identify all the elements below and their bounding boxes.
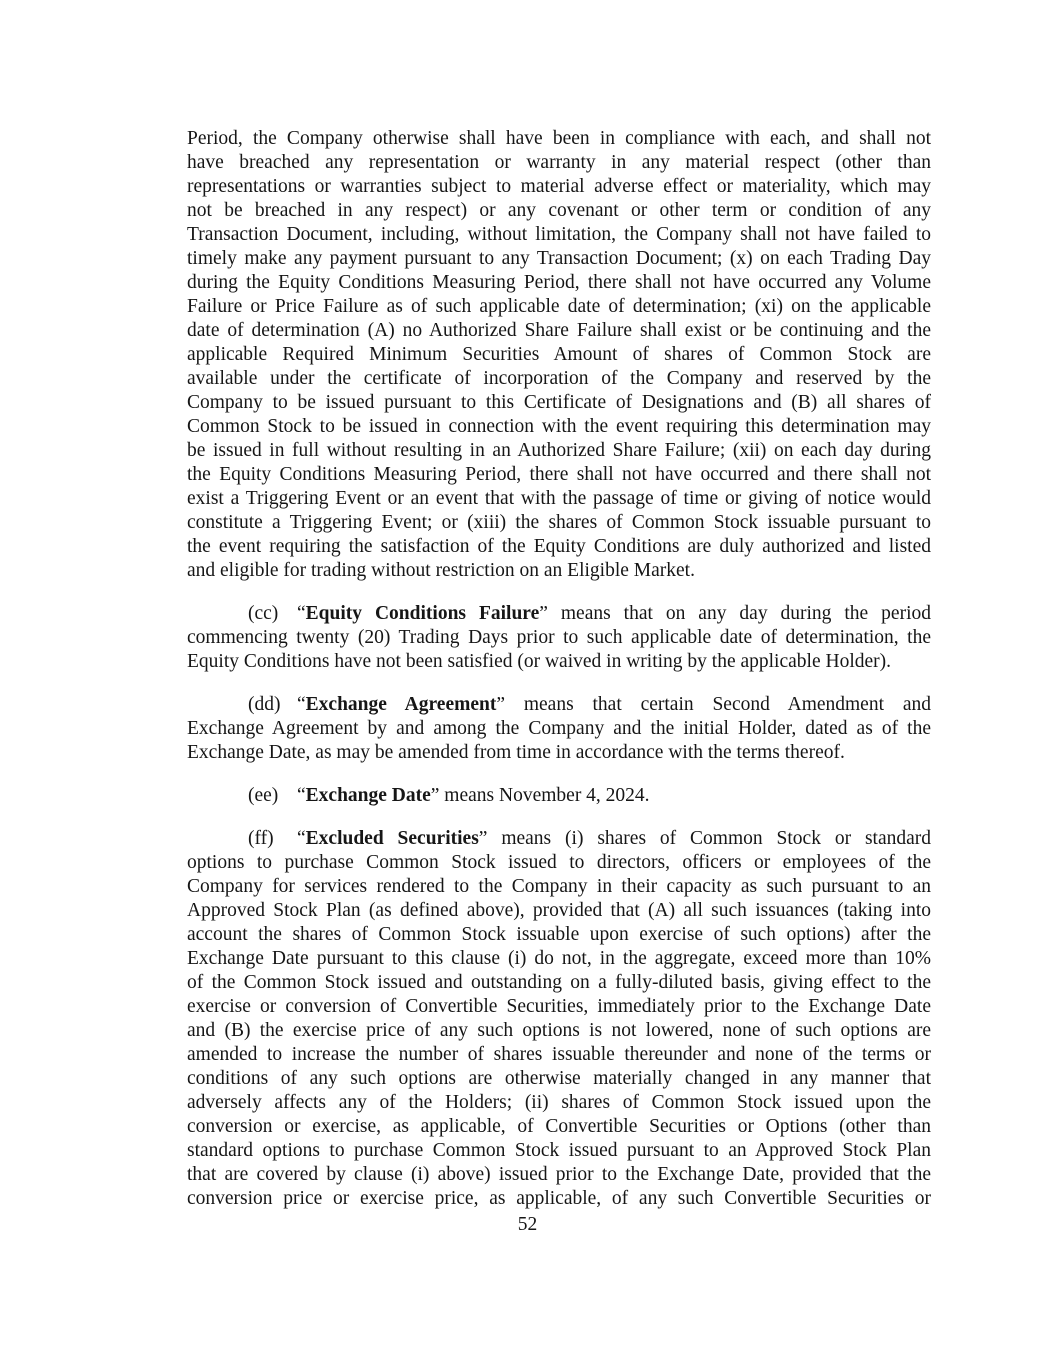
text-line [187,971,931,995]
text-line [187,127,931,151]
text-line [187,151,931,175]
text-run: Equity Conditions have not been satisfied (or waived in writing by the applicable Holder). [187,651,891,672]
clause-label: (ff) [248,828,274,849]
text-run: exist a Triggering Event or an event that with the passage of time or giving of notice would [187,488,931,509]
text-line [187,511,931,535]
text-line [187,247,931,271]
text-line [187,1187,931,1211]
text-run: “ [297,603,306,624]
text-run: standard options to purchase Common Stock issued pursuant to an Approved Stock Plan [187,1140,931,1161]
text-line [187,463,931,487]
text-line [187,535,931,559]
text-line [187,271,931,295]
text-line [187,559,931,583]
text-line [187,741,931,765]
page-number: 52 [517,1214,538,1235]
text-run: conversion or exercise, as applicable, of Convertible Securities or Options (other than [187,1116,931,1137]
text-run: the event requiring the satisfaction of the Equity Conditions are duly authorized and listed [187,536,931,557]
text-run: options to purchase Common Stock issued to directors, officers or employees of the [187,852,931,873]
text-line [187,626,931,650]
text-run: “ [297,694,306,715]
text-line [187,650,931,674]
defined-term: Exchange Date [305,785,431,806]
text-line [187,1067,931,1091]
text-run: Approved Stock Plan (as defined above), provided that (A) all such issuances (taking into [187,900,931,921]
clause-label: (ee) [248,785,279,806]
text-run: that are covered by clause (i) above) issued prior to the Exchange Date, provided that the [187,1164,931,1185]
text-run: constitute a Triggering Event; or (xiii) the shares of Common Stock issuable pursuant to [187,512,931,533]
text-line [187,1139,931,1163]
text-run: amended to increase the number of shares issuable thereunder and none of the terms or [187,1044,931,1065]
text-line [187,415,931,439]
text-line [187,391,931,415]
text-run: conversion price or exercise price, as applicable, of any such Convertible Securities or [187,1188,931,1209]
text-line [187,717,931,741]
text-run: adversely affects any of the Holders; (ii) shares of Common Stock issued upon the [187,1092,931,1113]
text-run: and eligible for trading without restriction on an Eligible Market. [187,560,695,581]
text-run: timely make any payment pursuant to any Transaction Document; (x) on each Trading Day [187,248,931,269]
text-run: Exchange Date, as may be amended from time in accordance with the terms thereof. [187,742,845,763]
paragraph-definition-ee [187,784,931,808]
text-run: date of determination (A) no Authorized Share Failure shall exist or be continuing and the [187,320,931,341]
text-run: Period, the Company otherwise shall have been in compliance with each, and shall not [187,128,931,149]
text-run: commencing twenty (20) Trading Days prior to such applicable date of determination, the [187,627,931,648]
document-text-block [187,127,931,1230]
text-line [187,223,931,247]
text-run: “ [297,785,306,806]
defined-term: Equity Conditions Failure [305,603,540,624]
defined-term: Exchange Agreement [305,694,497,715]
text-line [187,1115,931,1139]
text-line [187,875,931,899]
text-run: and (B) the exercise price of any such options is not lowered, none of such options are [187,1020,931,1041]
text-line [187,995,931,1019]
clause-label: (cc) [248,603,279,624]
text-line [187,899,931,923]
text-run: during the Equity Conditions Measuring Period, there shall not have occurred any Volume [187,272,931,293]
text-run: Exchange Agreement by and among the Company and the initial Holder, dated as of the [187,718,931,739]
text-line [187,175,931,199]
text-run: account the shares of Common Stock issuable upon exercise of such options) after the [187,924,931,945]
text-line [187,1163,931,1187]
text-run: of the Common Stock issued and outstanding on a fully-diluted basis, giving effect to the [187,972,931,993]
text-run: available under the certificate of incorporation of the Company and reserved by the [187,368,931,389]
text-run: Company for services rendered to the Company in their capacity as such pursuant to an [187,876,931,897]
text-run: applicable Required Minimum Securities Amount of shares of Common Stock are [187,344,931,365]
text-line [187,295,931,319]
text-line [187,602,931,626]
text-run: “ [297,828,306,849]
text-run: exercise or conversion of Convertible Securities, immediately prior to the Exchange Date [187,996,931,1017]
text-run: ” means November 4, 2024. [430,785,650,806]
text-run: the Equity Conditions Measuring Period, there shall not have occurred and there shall not [187,464,931,485]
text-run: not be breached in any respect) or any covenant or other term or condition of any [187,200,931,221]
paragraph-definition-ff [187,827,931,1211]
text-line [187,367,931,391]
text-run: Company to be issued pursuant to this Certificate of Designations and (B) all shares of [187,392,931,413]
text-run: representations or warranties subject to material adverse effect or materiality, which may [187,176,931,197]
text-line [187,851,931,875]
text-line [187,1091,931,1115]
text-run: be issued in full without resulting in an Authorized Share Failure; (xii) on each day during [187,440,931,461]
text-run: ” means (i) shares of Common Stock or standard [478,828,931,849]
text-line [187,439,931,463]
text-line [187,199,931,223]
text-line [187,784,931,808]
text-line [187,947,931,971]
text-run: conditions of any such options are otherwise materially changed in any manner that [187,1068,931,1089]
text-run: Failure or Price Failure as of such applicable date of determination; (xi) on the applicable [187,296,931,317]
text-line [187,923,931,947]
text-line [187,343,931,367]
clause-label: (dd) [248,694,281,715]
paragraph-continuation [187,127,931,583]
text-run: Exchange Date pursuant to this clause (i) do not, in the aggregate, exceed more than 10% [187,948,931,969]
text-run: have breached any representation or warranty in any material respect (other than [187,152,931,173]
defined-term: Excluded Securities [305,828,479,849]
text-line [187,693,931,717]
paragraph-definition-cc [187,602,931,674]
text-run: ” means that certain Second Amendment and [496,694,931,715]
text-line [187,1019,931,1043]
text-line [187,827,931,851]
text-line [187,487,931,511]
text-run: Transaction Document, including, without limitation, the Company shall not have failed to [187,224,931,245]
text-run: Common Stock to be issued in connection with the event requiring this determination may [187,416,931,437]
text-run: ” means that on any day during the period [539,603,931,624]
text-line [187,319,931,343]
paragraph-definition-dd [187,693,931,765]
text-line [187,1043,931,1067]
